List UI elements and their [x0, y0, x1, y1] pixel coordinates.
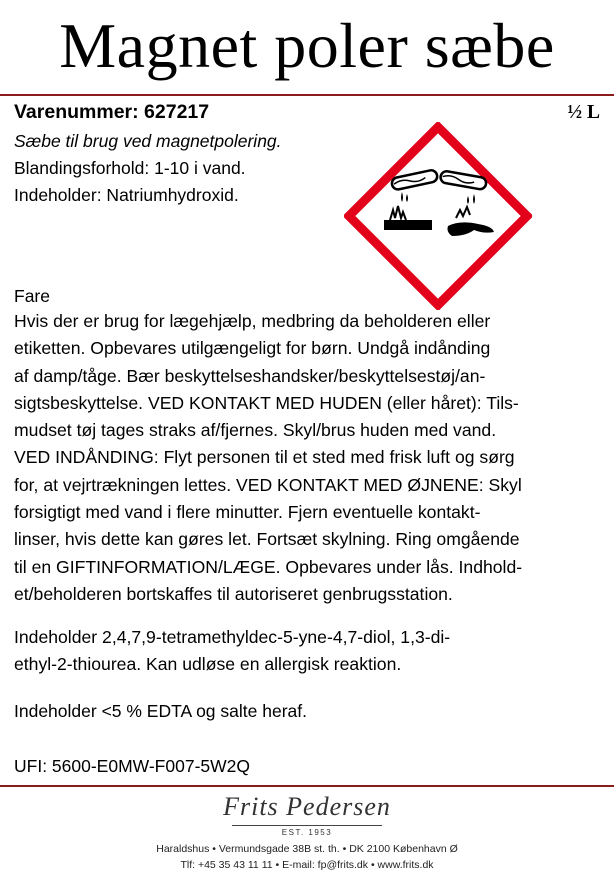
- company-address: Haraldshus • Vermundsgade 38B st. th. • DK 2100 København Ø: [156, 843, 458, 855]
- ufi-code: UFI: 5600-E0MW-F007-5W2Q: [14, 756, 250, 776]
- warning-line: forsigtigt med vand i flere minutter. Fjern eventuelle kontakt-: [14, 502, 481, 523]
- logo-underline: [232, 825, 382, 826]
- header-divider: [0, 94, 614, 96]
- warning-line: mudset tøj tages straks af/fjernes. Skyl/brus huden med vand.: [14, 420, 497, 441]
- warning-line: linser, hvis dette kan gøres let. Fortsæt skylning. Ring omgående: [14, 529, 520, 550]
- volume-label: ½ L: [567, 102, 600, 123]
- warning-line: et/beholderen bortskaffes til autoriseret genbrugsstation.: [14, 583, 453, 604]
- brand-logo: Frits Pedersen: [223, 792, 391, 821]
- corrosion-pictogram-icon: [344, 122, 532, 310]
- company-contact: Tlf: +45 35 43 11 11 • E-mail: fp@frits.dk • www.frits.dk: [180, 859, 434, 871]
- edta-note: Indeholder <5 % EDTA og salte heraf.: [14, 701, 307, 721]
- item-number: Varenummer: 627217: [14, 101, 210, 123]
- product-description: Sæbe til brug ved magnetpolering.: [14, 131, 282, 151]
- allergen-line: Indeholder 2,4,7,9-tetramethyldec-5-yne-4,7-diol, 1,3-di-: [14, 627, 451, 647]
- warning-line: for, at vejrtrækningen lettes. VED KONTAKT MED ØJNENE: Skyl: [14, 474, 522, 495]
- established-year: EST. 1953: [281, 828, 333, 837]
- allergen-line: ethyl-2-thiourea. Kan udløse en allergisk reaktion.: [14, 654, 402, 675]
- ingredients-contains: Indeholder: Natriumhydroxid.: [14, 185, 239, 205]
- mixing-ratio: Blandingsforhold: 1-10 i vand.: [14, 158, 246, 178]
- warning-line: Hvis der er brug for lægehjælp, medbring da beholderen eller: [14, 311, 491, 331]
- product-title: Magnet poler sæbe: [59, 10, 555, 81]
- warning-line: etiketten. Opbevares utilgængeligt for børn. Undgå indånding: [14, 338, 491, 359]
- warning-text: [14, 308, 600, 608]
- warning-line: til en GIFTINFORMATION/LÆGE. Opbevares under lås. Indhold-: [14, 556, 523, 577]
- footer-divider: [0, 785, 614, 787]
- signal-word: Fare: [14, 286, 50, 306]
- warning-line: sigtsbeskyttelse. VED KONTAKT MED HUDEN (eller håret): Tils-: [14, 392, 519, 413]
- warning-line: af damp/tåge. Bær beskyttelseshandsker/beskyttelsestøj/an-: [14, 365, 486, 386]
- warning-line: VED INDÅNDING: Flyt personen til et sted med frisk luft og sørg: [14, 447, 515, 468]
- allergen-text: [14, 624, 600, 679]
